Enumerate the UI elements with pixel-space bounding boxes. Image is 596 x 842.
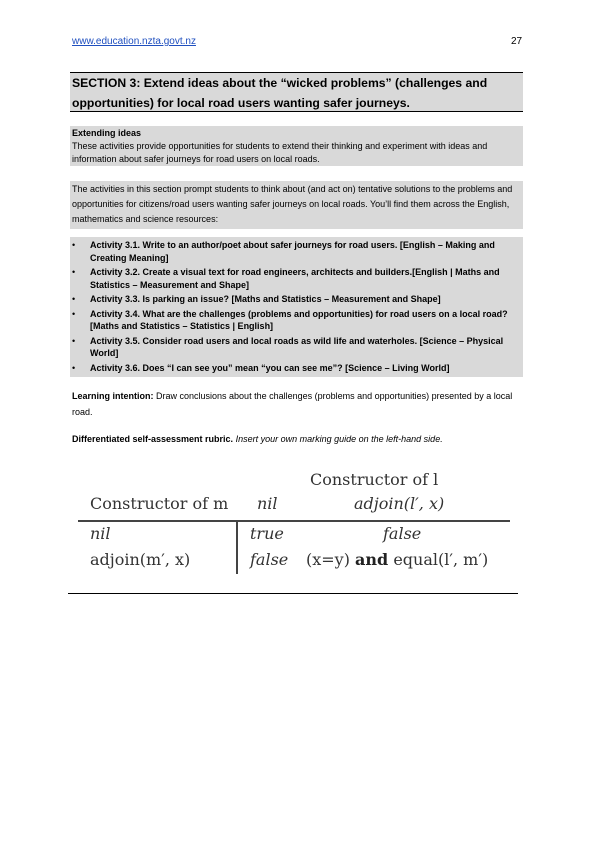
activity-text: Activity 3.5. Consider road users and local roads as wild life and waterholes. [Science – Physical World] [90,335,504,358]
extending-ideas-heading: Extending ideas [72,128,142,138]
list-item [72,362,521,375]
extending-ideas-box [70,126,523,166]
table-column-rule [236,522,238,574]
section-title: SECTION 3: Extend ideas about the “wicked problems” (challenges and opportunities) for local road users wanting safer journeys. [72,76,488,110]
table-row1-nil: true [250,524,284,543]
bullet-icon: • [72,335,76,346]
activities-intro-box [70,181,523,229]
rubric-text: Insert your own marking guide on the left-hand side. [235,434,443,444]
table-col-nil: nil [257,494,278,513]
page-number: 27 [511,36,523,47]
bullet-icon: • [72,294,76,304]
activities-list [72,239,521,374]
table-header-rule [78,520,510,522]
equality-table [64,456,522,576]
bottom-rule [68,593,518,594]
table-row2-equal: equal(l′, m′) [393,550,489,569]
table-row1-label: nil [90,524,111,543]
rubric-line [72,431,522,447]
learning-intention-label: Learning intention: [72,391,154,401]
list-item [72,335,521,360]
header-url-link[interactable]: www.education.nzta.govt.nz [72,36,196,47]
activities-intro-text: The activities in this section prompt students to think about (and act on) tentative solutions to the problems and opportunities for citizens/road users wanting safer journeys on local roads. You’ll find them across the English, mathematics and science resources: [72,184,513,224]
table-row2-condition: (x=y) [306,550,350,569]
table-group-header: Constructor of l [310,470,439,489]
activity-text: Activity 3.6. Does “I can see you” mean “you can see me”? [Science – Living World] [90,362,450,373]
table-row-header: Constructor of m [90,494,229,513]
list-item [72,266,521,291]
bullet-icon: • [72,308,76,319]
rubric-label: Differentiated self-assessment rubric. [72,434,234,444]
extending-ideas-text: These activities provide opportunities for students to extend their thinking and experiment with ideas and information about safer journeys for road users on local roads. [72,141,488,164]
table-row1-adjoin: false [383,524,422,543]
table-row2-label: adjoin(m′, x) [90,550,191,569]
activity-text: Activity 3.4. What are the challenges (problems and opportunities) for road users on a local road? [Maths and Statistics – Statistics | English] [90,308,508,331]
bullet-icon: • [72,362,76,373]
learning-intention [72,388,522,420]
list-item [72,239,521,264]
section-title-box [70,72,523,112]
activity-text: Activity 3.2. Create a visual text for road engineers, architects and builders.[English | Maths and Statistics – Measurement and Shape] [90,267,500,290]
bullet-icon: • [72,240,76,250]
list-item [72,308,521,333]
table-col-adjoin: adjoin(l′, x) [354,494,445,513]
table-row2-nil: false [250,550,289,569]
activity-text: Activity 3.1. Write to an author/poet about safer journeys for road users. [English – Making and Creating Meaning] [90,240,495,263]
bullet-icon: • [72,267,76,277]
learning-intention-text: Draw conclusions about the challenges (problems and opportunities) presented by a local road. [72,391,513,417]
table-row2-adjoin [306,550,488,569]
table-row2-and: and [355,550,389,569]
activity-text: Activity 3.3. Is parking an issue? [Maths and Statistics – Measurement and Shape] [90,294,441,304]
list-item [72,293,521,306]
activities-list-box [70,237,523,377]
